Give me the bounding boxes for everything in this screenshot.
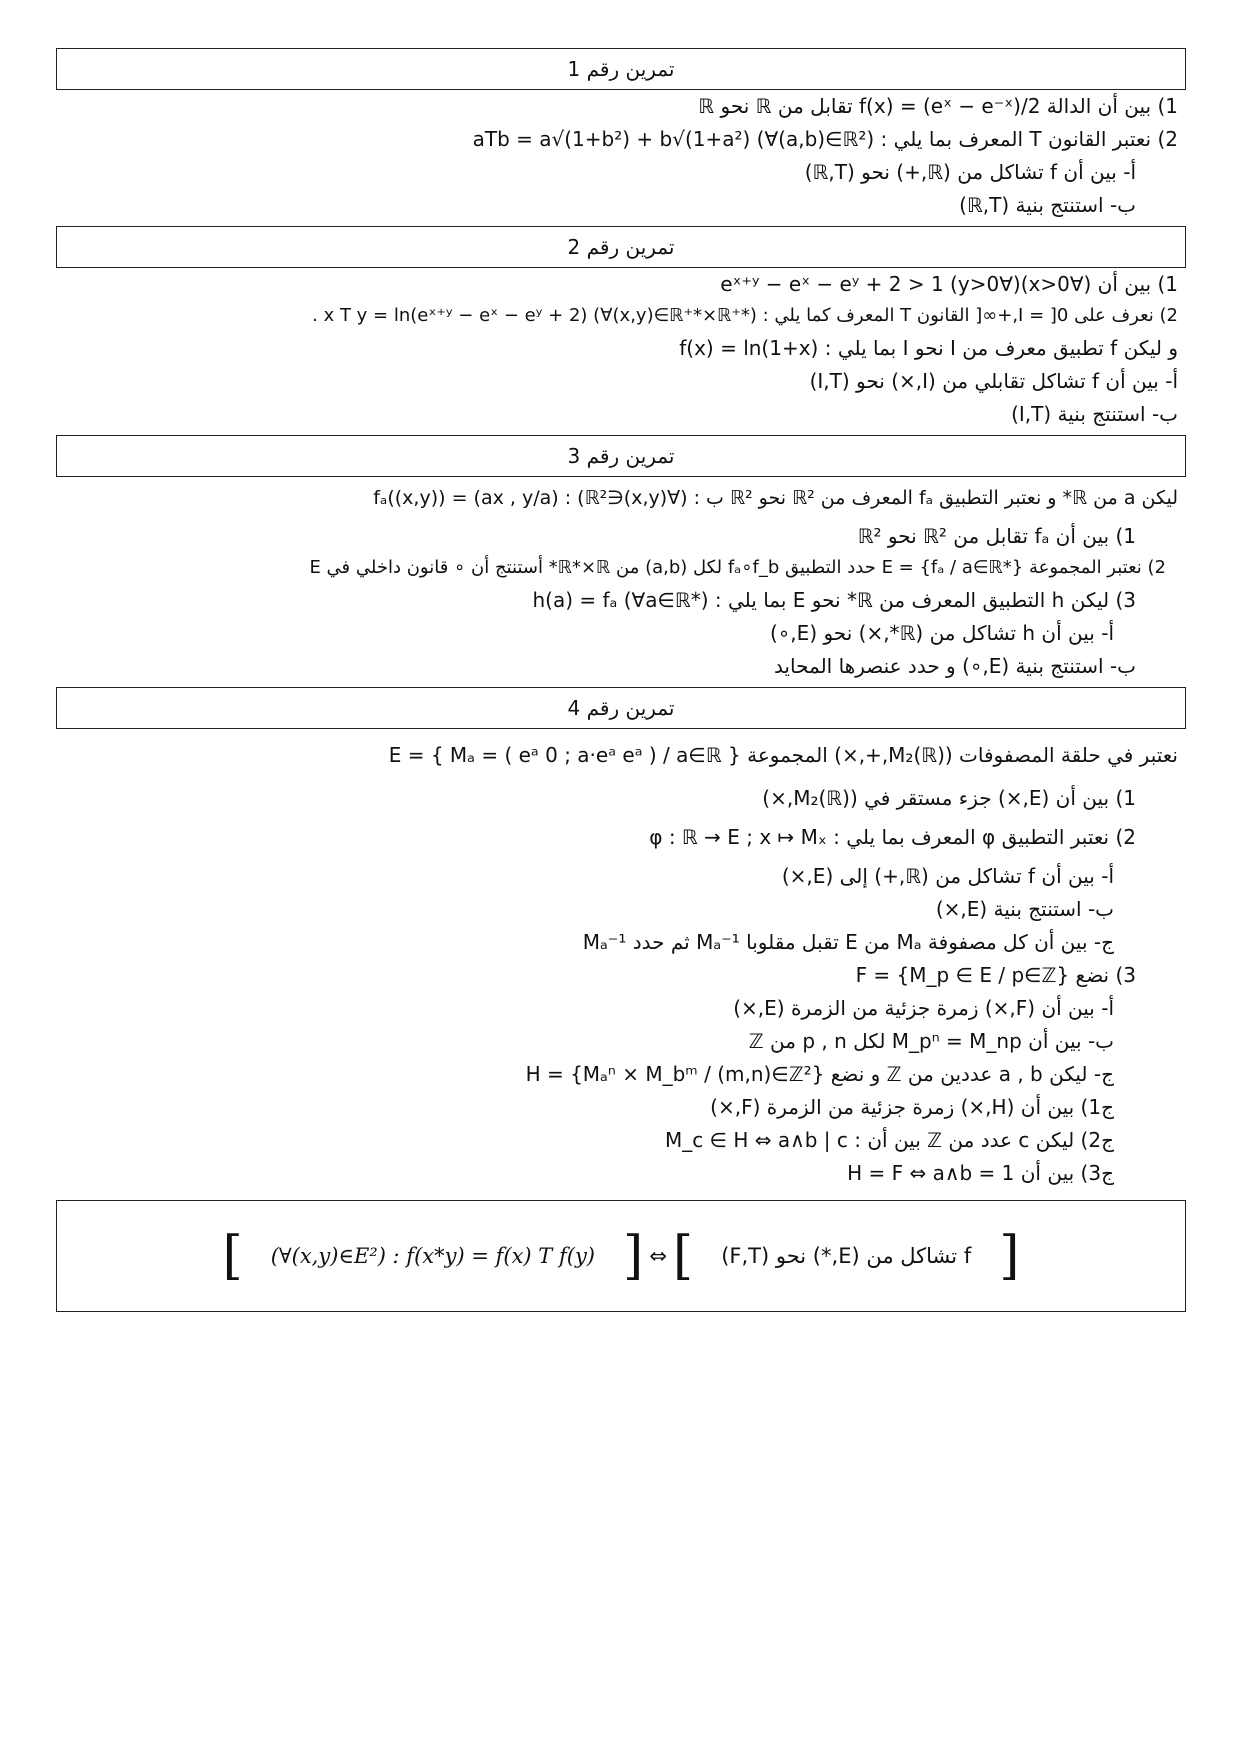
equivalence-symbol: ⇔	[649, 1243, 667, 1268]
exercise-line: ب- بين أن M_pⁿ = M_np لكل p , n من ℤ	[748, 1028, 1114, 1053]
definition-condition: (∀(x,y)∈E²) : f(x*y) = f(x) T f(y)	[270, 1243, 596, 1268]
exercise-line: نعتبر في حلقة المصفوفات (M₂(ℝ),+,×) المجموعة E = { Mₐ = ( eᵃ 0 ; a·eᵃ eᵃ ) / a∈ℝ }	[388, 742, 1178, 767]
exercise-line: ج1) بين أن (H,×) زمرة جزئية من الزمرة (F,×)	[710, 1094, 1114, 1119]
exercise-line: 1) بين أن (∀x>0)(∀y>0) eˣ⁺ʸ − eˣ − eʸ + 2 > 1	[720, 272, 1178, 296]
worksheet	[56, 44, 1186, 1312]
exercise-line: 2) نعتبر القانون T المعرف بما يلي : aTb = a√(1+b²) + b√(1+a²) (∀(a,b)∈ℝ²)	[472, 127, 1178, 151]
homomorphism-definition-box	[56, 1200, 1186, 1312]
definition-formula	[222, 1225, 1020, 1286]
exercise-line: ب- استنتج بنية (I,T)	[1011, 401, 1178, 426]
exercise-line: أ- بين أن (F,×) زمرة جزئية من الزمرة (E,×)	[733, 995, 1114, 1020]
exercise-line: 1) بين أن الدالة f(x) = (eˣ − e⁻ˣ)/2 تقابل من ℝ نحو ℝ	[698, 94, 1178, 118]
exercise-line: ج3) بين أن H = F ⇔ a∧b = 1	[847, 1160, 1114, 1185]
exercise-4	[56, 687, 1186, 1190]
right-bracket: ]	[999, 1225, 1020, 1286]
exercise-line: 2) نعتبر المجموعة E = {fₐ / a∈ℝ*} حدد التطبيق fₐ∘f_b لكل (a,b) من ℝ*×ℝ* أستنتج أن ∘ قانون داخلي في E	[309, 557, 1166, 579]
exercise-title: تمرين رقم 2	[56, 226, 1186, 268]
exercise-line: ب- استنتج بنية (E,×)	[935, 896, 1114, 921]
exercise-line: ج2) ليكن c عدد من ℤ بين أن : M_c ∈ H ⇔ a∧b | c	[664, 1127, 1114, 1152]
exercise-line: أ- بين أن f تشاكل من (ℝ,+) إلى (E,×)	[781, 863, 1114, 888]
exercise-line: ب- استنتج بنية (E,∘) و حدد عنصرها المحايد	[773, 653, 1136, 678]
exercise-line: 3) ليكن h التطبيق المعرف من ℝ* نحو E بما يلي : h(a) = fₐ (∀a∈ℝ*)	[532, 587, 1136, 612]
exercise-line: 2) نعتبر التطبيق φ المعرف بما يلي : φ : ℝ → E ; x ↦ Mₓ	[649, 824, 1136, 849]
exercise-title: تمرين رقم 3	[56, 435, 1186, 477]
left-bracket: [	[222, 1225, 243, 1286]
exercise-line: ج- بين أن كل مصفوفة Mₐ من E تقبل مقلوبا Mₐ⁻¹ ثم حدد Mₐ⁻¹	[582, 929, 1114, 954]
exercise-line: ب- استنتج بنية (ℝ,T)	[959, 193, 1136, 217]
exercise-2	[56, 226, 1186, 431]
exercise-3	[56, 435, 1186, 683]
exercise-line: 1) بين أن (E,×) جزء مستقر في (M₂(ℝ),×)	[762, 785, 1136, 810]
exercise-line: أ- بين أن f تشاكل من (ℝ,+) نحو (ℝ,T)	[804, 160, 1136, 184]
exercise-line: ليكن a من ℝ* و نعتبر التطبيق fₐ المعرف من ℝ² نحو ℝ² ب : (∀(x,y)∈ℝ²) : fₐ((x,y)) = (ax , y/a)	[373, 486, 1178, 509]
exercise-line: أ- بين أن f تشاكل تقابلي من (I,×) نحو (I,T)	[809, 368, 1178, 393]
right-bracket: ]	[623, 1225, 644, 1286]
exercise-title: تمرين رقم 1	[56, 48, 1186, 90]
exercise-line: 2) نعرف على I = ]0,+∞[ القانون T المعرف كما يلي : x T y = ln(eˣ⁺ʸ − eˣ − eʸ + 2) (∀(x,y)∈ℝ⁺*×ℝ⁺*) .	[312, 305, 1178, 326]
exercise-line: 1) بين أن fₐ تقابل من ℝ² نحو ℝ²	[857, 524, 1136, 549]
exercise-line: 3) نضع F = {M_p ∈ E / p∈ℤ}	[855, 962, 1136, 987]
exercise-1	[56, 48, 1186, 222]
definition-statement: f تشاكل من (E,*) نحو (F,T)	[721, 1243, 972, 1268]
exercise-line: ج- ليكن a , b عددين من ℤ و نضع H = {Mₐⁿ × M_bᵐ / (m,n)∈ℤ²}	[525, 1061, 1114, 1086]
exercise-line: أ- بين أن h تشاكل من (ℝ*,×) نحو (E,∘)	[769, 620, 1114, 645]
left-bracket: [	[672, 1225, 694, 1286]
exercise-title: تمرين رقم 4	[56, 687, 1186, 729]
exercise-line: و ليكن f تطبيق معرف من I نحو I بما يلي : f(x) = ln(1+x)	[679, 335, 1178, 360]
